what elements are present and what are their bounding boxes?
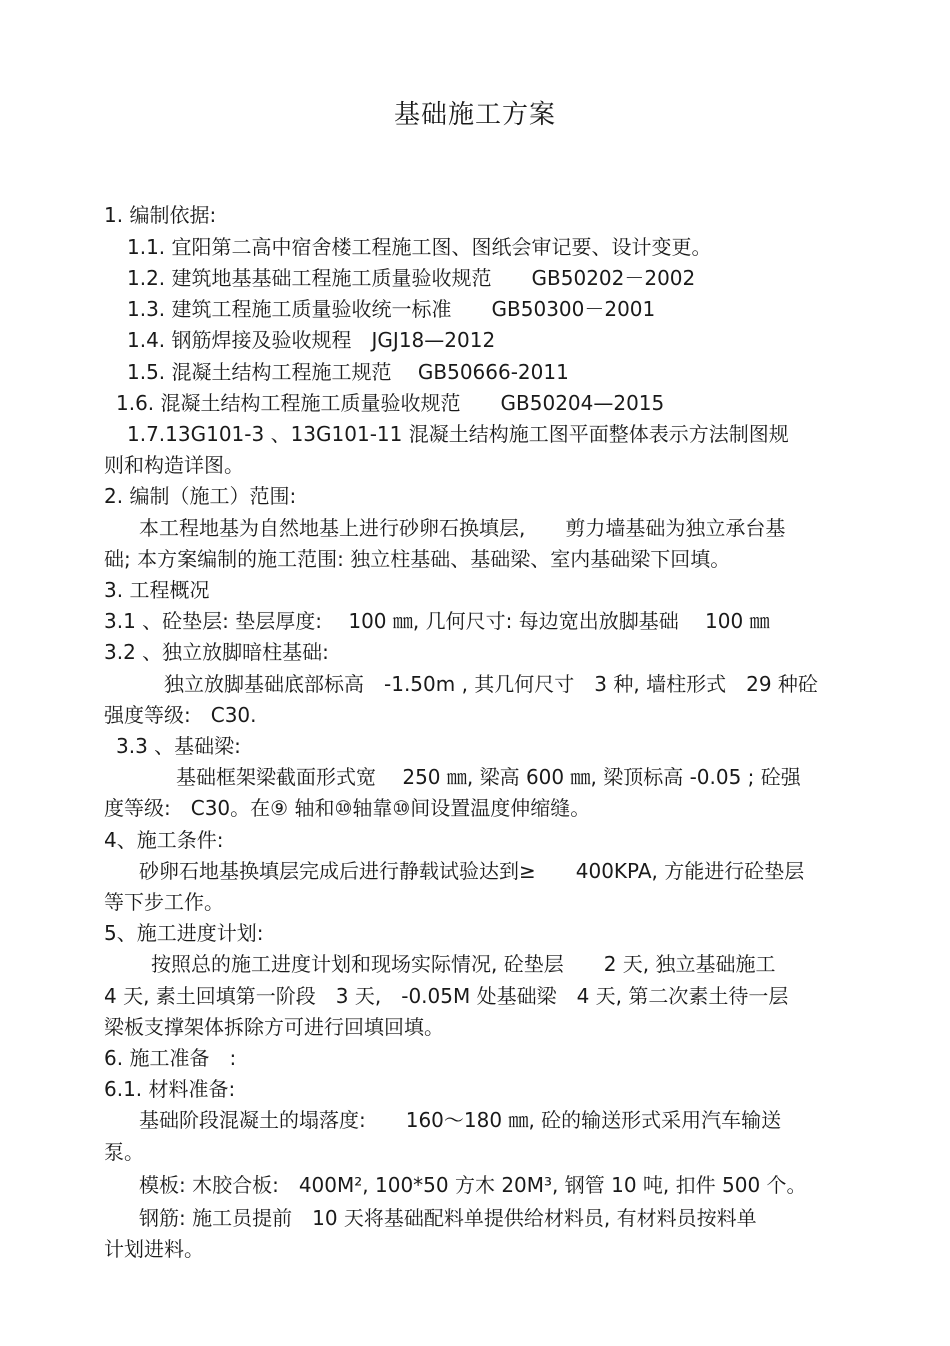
paragraph-line: 模板: 木胶合板: 400M², 100*50 方木 20M³, 钢管 10 吨, 扣件 500 个。 (139, 1173, 807, 1197)
section-heading: 5、施工进度计划: (104, 921, 264, 945)
paragraph-line: 础; 本方案编制的施工范围: 独立柱基础、基础梁、室内基础梁下回填。 (104, 547, 731, 571)
subsection-heading: 6.1. 材料准备: (104, 1077, 236, 1101)
paragraph-line: 砂卵石地基换填层完成后进行静载试验达到≥ 400KPA, 方能进行砼垫层 (139, 859, 805, 883)
paragraph-line: 独立放脚基础底部标高 -1.50m , 其几何尺寸 3 种, 墙柱形式 29 种砼 (164, 672, 818, 696)
paragraph-line: 本工程地基为自然地基上进行砂卵石换填层, 剪力墙基础为独立承台基 (139, 516, 786, 540)
paragraph-line: 梁板支撑架体拆除方可进行回填回填。 (104, 1015, 444, 1039)
paragraph-line: 基础阶段混凝土的塌落度: 160～180 ㎜, 砼的输送形式采用汽车输送 (139, 1108, 782, 1132)
list-item: 1.2. 建筑地基基础工程施工质量验收规范 GB50202－2002 (127, 266, 696, 290)
list-item-continuation: 则和构造详图。 (104, 453, 244, 477)
paragraph-line: 计划进料。 (104, 1237, 204, 1261)
paragraph-line: 基础框架梁截面形式宽 250 ㎜, 梁高 600 ㎜, 梁顶标高 -0.05 ; 砼强 (176, 765, 801, 789)
list-item: 1.4. 钢筋焊接及验收规程 JGJ18—2012 (127, 328, 496, 352)
list-item: 1.1. 宜阳第二高中宿舍楼工程施工图、图纸会审记要、设计变更。 (127, 235, 712, 259)
paragraph-line: 按照总的施工进度计划和现场实际情况, 砼垫层 2 天, 独立基础施工 (151, 952, 776, 976)
section-heading: 2. 编制（施工）范围: (104, 484, 297, 508)
section-heading: 6. 施工准备 : (104, 1046, 237, 1070)
list-item: 1.6. 混凝土结构工程施工质量验收规范 GB50204—2015 (116, 391, 665, 415)
paragraph-line: 3.1 、砼垫层: 垫层厚度: 100 ㎜, 几何尺寸: 每边宽出放脚基础 100 ㎜ (104, 609, 770, 633)
paragraph-line: 泵。 (104, 1140, 144, 1164)
section-heading: 1. 编制依据: (104, 203, 217, 227)
list-item: 1.3. 建筑工程施工质量验收统一标准 GB50300－2001 (127, 297, 656, 321)
section-heading: 3. 工程概况 (104, 578, 210, 602)
paragraph-line: 强度等级: C30. (104, 703, 257, 727)
paragraph-line: 钢筋: 施工员提前 10 天将基础配料单提供给材料员, 有材料员按料单 (139, 1206, 757, 1230)
paragraph-line: 等下步工作。 (104, 890, 224, 914)
list-item: 1.7.13G101-3 、13G101-11 混凝土结构施工图平面整体表示方法制图规 (127, 422, 789, 446)
paragraph-line: 度等级: C30。在⑨ 轴和⑩轴靠⑩间设置温度伸缩缝。 (104, 796, 591, 820)
subsection-heading: 3.3 、基础梁: (116, 734, 241, 758)
document-title: 基础施工方案 (393, 100, 556, 130)
paragraph-line: 4 天, 素土回填第一阶段 3 天, -0.05M 处基础梁 4 天, 第二次素土待一层 (104, 984, 789, 1008)
section-heading: 4、施工条件: (104, 828, 224, 852)
subsection-heading: 3.2 、独立放脚暗柱基础: (104, 640, 329, 664)
list-item: 1.5. 混凝土结构工程施工规范 GB50666-2011 (127, 360, 569, 384)
